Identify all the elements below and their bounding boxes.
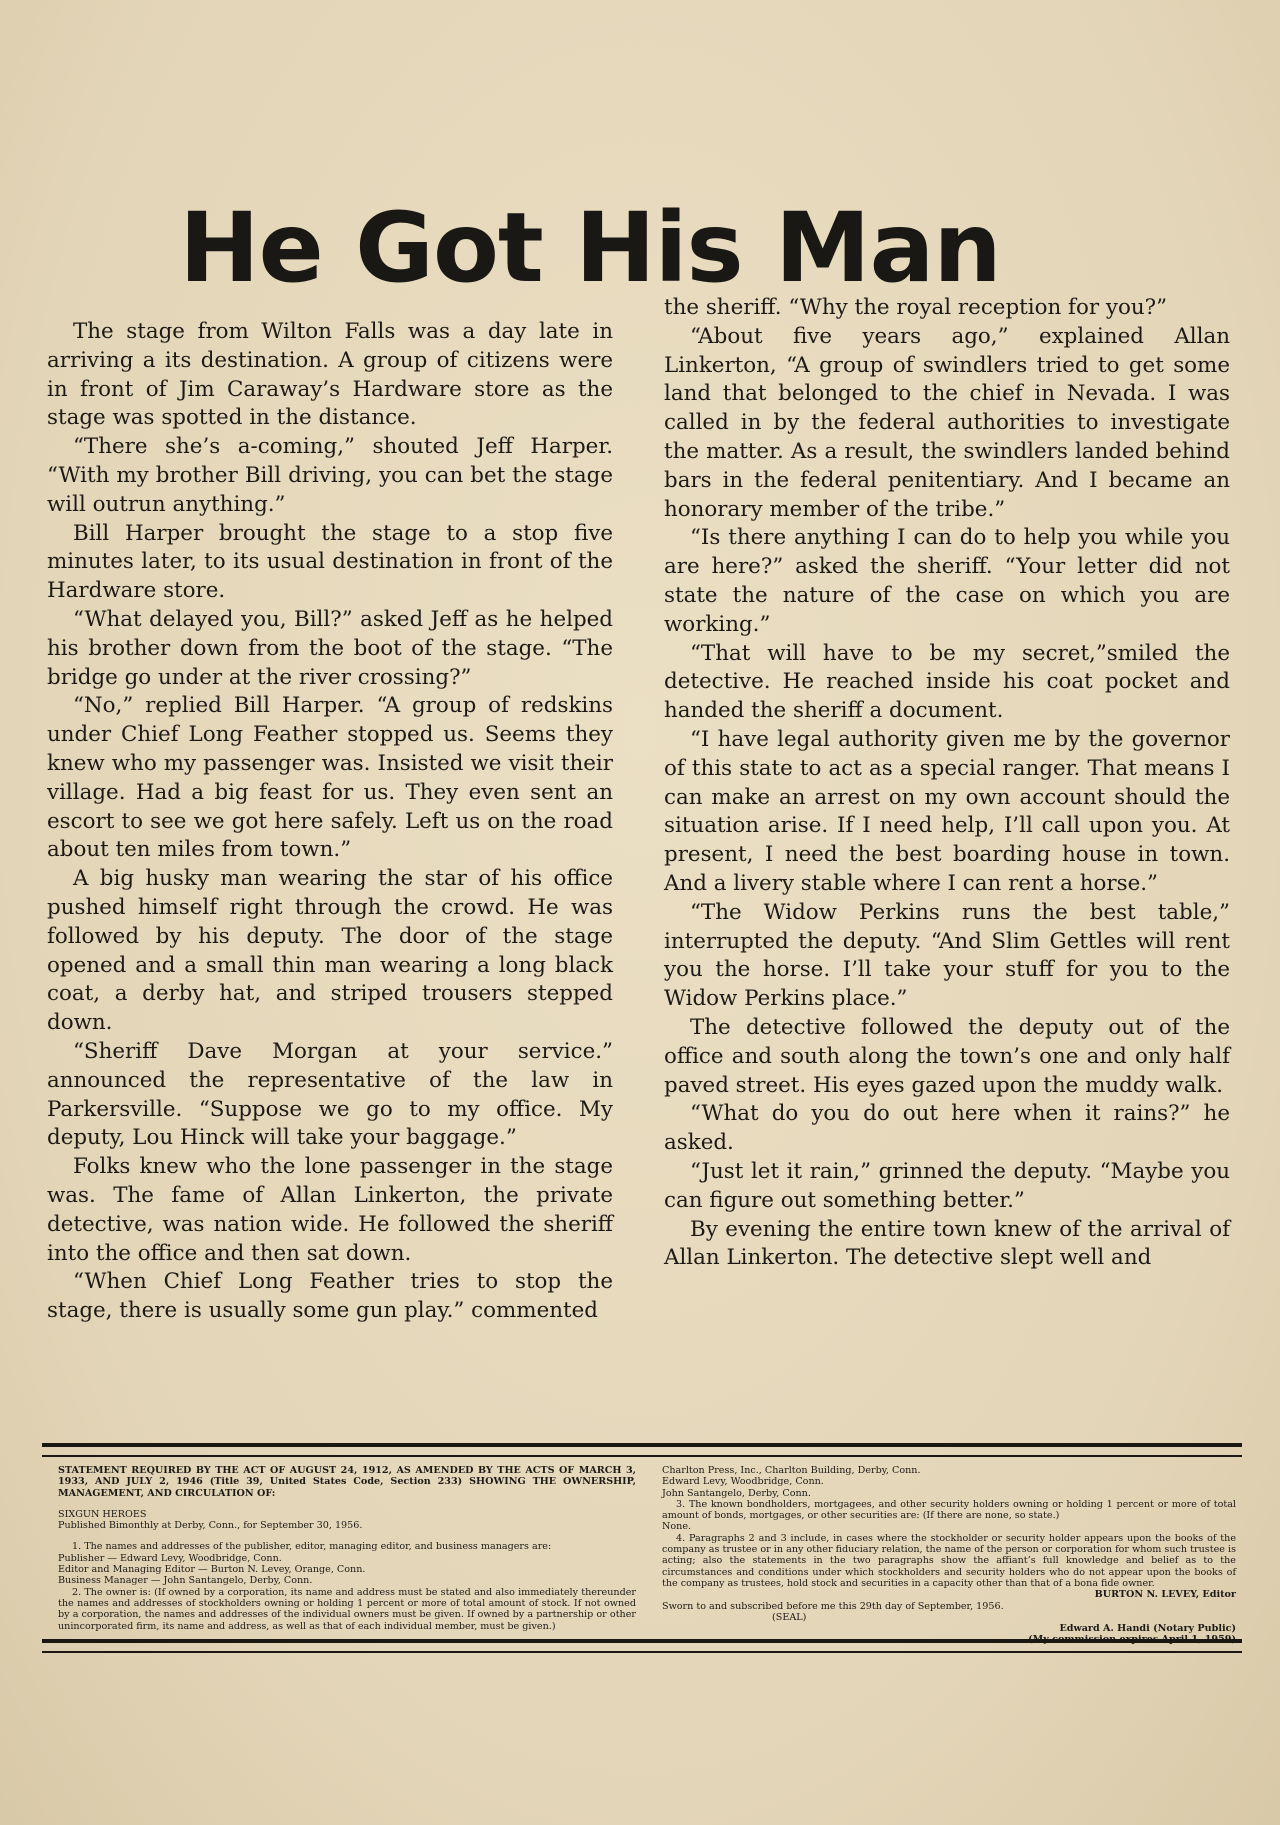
publisher-line: Publisher — Edward Levy, Woodbridge, Conn.: [58, 1552, 282, 1564]
ownership-statement: [42, 1443, 1242, 1663]
story-column-right: [664, 294, 1230, 1273]
owner-line-2: Edward Levy, Woodbridge, Conn.: [662, 1476, 824, 1488]
story-paragraph: A big husky man wearing the star of his office pushed himself right through the crowd. He was followed by his deputy. The door of the stage opened and a small thin man wearing a long black coat, a derby hat, and striped trousers stepped down.: [47, 866, 613, 1036]
story-paragraph: “The Widow Perkins runs the best table,” interrupted the deputy. “And Slim Gettles will rent you the horse. I’ll take your stuff for you to the Widow Perkins place.”: [664, 899, 1230, 1012]
story-paragraph: the sheriff. “Why the royal reception for you?”: [664, 295, 1168, 320]
story-paragraph: The detective followed the deputy out of the office and south along the town’s one and only half paved street. His eyes gazed upon the muddy walk.: [664, 1014, 1230, 1098]
story-paragraph: “I have legal authority given me by the governor of this state to act as a special ranger. That means I can make an arrest on my own account should the situation arise. If I need help, I’ll call upon you. At present, I need the best boarding house in town. And a livery stable where I can rent a horse.”: [664, 726, 1230, 896]
story-title: He Got His Man: [179, 192, 1001, 305]
story-paragraph: “About five years ago,” explained Allan Linkerton, “A group of swindlers tried to get some land that belonged to the chief in Nevada. I was called in by the federal authorities to investigate the matter. As a result, the swindlers landed behind bars in the federal penitentiary. And I became an honorary member of the tribe.”: [664, 323, 1230, 522]
statement-column-right: [662, 1465, 1236, 1646]
statement-item-1: 1. The names and addresses of the publisher, editor, managing editor, and business managers are:: [72, 1541, 552, 1553]
publication-schedule: Published Bimonthly at Derby, Conn., for September 30, 1956.: [58, 1520, 363, 1532]
statement-heading: STATEMENT REQUIRED BY THE ACT OF AUGUST 24, 1912, AS AMENDED BY THE ACTS OF MARCH 3, 1933, AND JULY 2, 1946 (Title 39, United States Code, Section 233) SHOWING THE OWNERSHIP, MANAGEMENT, AND CIRCULATION OF:: [58, 1465, 636, 1499]
story-paragraph: “Just let it rain,” grinned the deputy. “Maybe you can figure out something better.”: [664, 1158, 1230, 1213]
editor-signature: BURTON N. LEVEY, Editor: [1094, 1589, 1236, 1601]
statement-item-2: 2. The owner is: (If owned by a corporation, its name and address must be stated and also immediately thereunder the names and addresses of stockholders owning or holding 1 percent or more of total amount of stock. If not owned by a corporation, the names and addresses of the individual owners must be given. If owned by a partnership or other unincorporated firm, its name and address, as well as that of each individual member, must be given.): [58, 1586, 636, 1632]
business-manager-line: Business Manager — John Santangelo, Derby, Conn.: [58, 1575, 313, 1587]
story-paragraph: Folks knew who the lone passenger in the stage was. The fame of Allan Linkerton, the private detective, was nation wide. He followed the sheriff into the office and then sat down.: [47, 1154, 613, 1266]
story-paragraph: The stage from Wilton Falls was a day late in arriving a its destination. A group of citizens were in front of Jim Caraway’s Hardware store as the stage was spotted in the distance.: [47, 319, 613, 431]
statement-top-rule: [42, 1443, 1242, 1457]
statement-column-left: [58, 1465, 636, 1632]
owner-line-3: John Santangelo, Derby, Conn.: [662, 1487, 811, 1499]
story-paragraph: “That will have to be my secret,”smiled the detective. He reached inside his coat pocket and handed the sheriff a document.: [664, 640, 1230, 724]
story-paragraph: “What delayed you, Bill?” asked Jeff as he helped his brother down from the boot of the stage. “The bridge go under at the river crossing?”: [47, 606, 613, 690]
statement-item-4: 4. Paragraphs 2 and 3 include, in cases where the stockholder or security holder appears upon the books of the company as trustee or in any other fiduciary relation, the name of the person or corporation for whom such trustee is acting; also the statements in the two paragraphs show the affiant’s full knowledge and belief as to the circumstances and conditions under which stockholders and security holders who do not appear upon the books of the company as trustees, hold stock and securities in a capacity other than that of a bona fide owner.: [662, 1532, 1236, 1589]
story-paragraph: “When Chief Long Feather tries to stop the stage, there is usually some gun play.” commented: [47, 1269, 613, 1324]
statement-item-3: 3. The known bondholders, mortgagees, and other security holders owning or holding 1 percent or more of total amount of bonds, mortgages, or other securities are: (If there are none, so state.): [662, 1498, 1236, 1522]
story-paragraph: By evening the entire town knew of the arrival of Allan Linkerton. The detective slept well and: [664, 1216, 1230, 1271]
notary-seal: (SEAL): [772, 1611, 807, 1623]
story-paragraph: “What do you do out here when it rains?” he asked.: [664, 1101, 1230, 1156]
statement-none: None.: [662, 1521, 692, 1533]
owner-line-1: Charlton Press, Inc., Charlton Building, Derby, Conn.: [662, 1465, 921, 1476]
notary-commission: (My commission expires April 1, 1959): [1028, 1634, 1236, 1646]
story-paragraph: Bill Harper brought the stage to a stop five minutes later, to its usual destination in front of the Hardware store.: [47, 520, 613, 604]
story-paragraph: “Is there anything I can do to help you while you are here?” asked the sheriff. “Your letter did not state the nature of the case on which you are working.”: [664, 525, 1230, 637]
story-column-left: [47, 318, 613, 1326]
story-paragraph: “Sheriff Dave Morgan at your service.” announced the representative of the law in Parkersville. “Suppose we go to my office. My deputy, Lou Hinck will take your baggage.”: [47, 1038, 613, 1151]
notary-name: Edward A. Handi (Notary Public): [1059, 1623, 1236, 1635]
statement-bottom-rule: [42, 1639, 1242, 1653]
editor-line: Editor and Managing Editor — Burton N. Levey, Orange, Conn.: [58, 1564, 366, 1576]
publication-name: SIXGUN HEROES: [58, 1508, 147, 1520]
sworn-line: Sworn to and subscribed before me this 29th day of September, 1956.: [662, 1600, 1004, 1612]
story-paragraph: “There she’s a-coming,” shouted Jeff Harper. “With my brother Bill driving, you can bet the stage will outrun anything.”: [47, 434, 613, 517]
story-paragraph: “No,” replied Bill Harper. “A group of redskins under Chief Long Feather stopped us. Seems they knew who my passenger was. Insisted we visit their village. Had a big feast for us. They even sent an escort to see we got here safely. Left us on the road about ten miles from town.”: [47, 693, 613, 863]
